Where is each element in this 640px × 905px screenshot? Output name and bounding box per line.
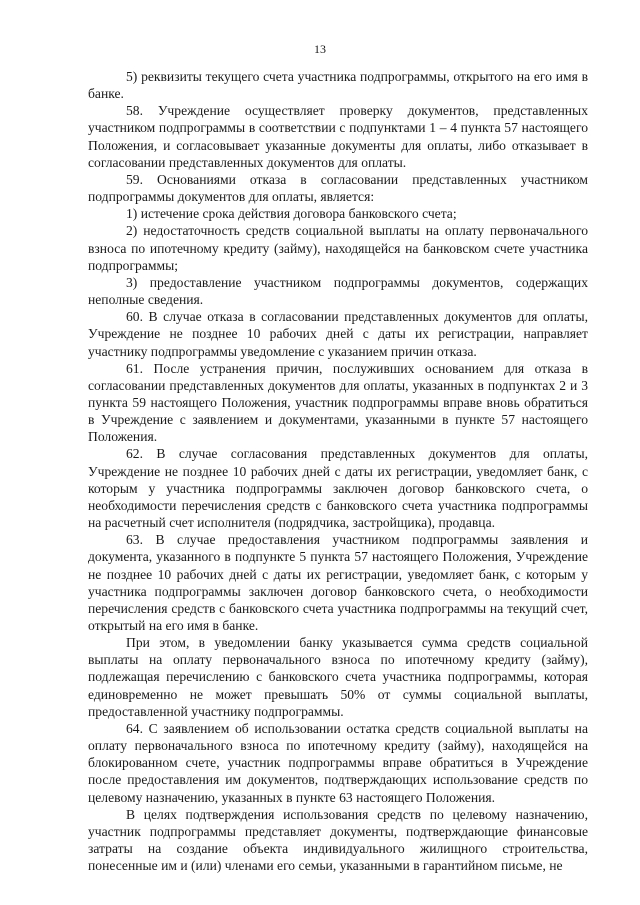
paragraph-63-note: При этом, в уведомлении банку указывается сумма средств социальной выплаты на оплату первоначального взноса по ипотечному кредиту (займу), подлежащая перечислению с банковского счета участника подпрограммы, которая единовременно не может превышать 50% от суммы социальной выплаты, предоставленной участнику подпрограммы. [88,635,588,719]
page-number: 13 [314,42,326,56]
paragraph-58: 58. Учреждение осуществляет проверку документов, представленных участником подпрограммы в соответствии с подпунктами 1 – 4 пункта 57 настоящего Положения, и согласовывает указанные документы для оплаты, либо отказывает в согласовании представленных документов для оплаты. [88,103,588,170]
paragraph-59-item-2: 2) недостаточность средств социальной выплаты на оплату первоначального взноса по ипотечному кредиту (займу), находящейся на банковском счете участника подпрограммы; [88,223,588,273]
paragraph-59: 59. Основаниями отказа в согласовании представленных участником подпрограммы документов для оплаты, является: [88,171,588,205]
document-body [88,68,588,874]
paragraph-59-item-3: 3) предоставление участником подпрограммы документов, содержащих неполные сведения. [88,274,588,308]
paragraph-60: 60. В случае отказа в согласовании представленных документов для оплаты, Учреждение не позднее 10 рабочих дней с даты их регистрации, направляет участнику подпрограммы уведомление с указанием причин отказа. [88,309,588,359]
paragraph-64-continuation: В целях подтверждения использования средств по целевому назначению, участник подпрограммы представляет документы, подтверждающие финансовые затраты на создание объекта индивидуального жилищного строительства, понесенные им и (или) членами его семьи, указанными в гарантийном письме, не [88,806,588,874]
paragraph-63: 63. В случае предоставления участником подпрограммы заявления и документа, указанного в подпункте 5 пункта 57 настоящего Положения, Учреждение не позднее 10 рабочих дней с даты их регистрации, уведомляет банк, с которым у участника подпрограммы заключен договор банковского счета, о необходимости перечисления средств с банковского счета участника подпрограммы на текущий счет, открытый на его имя в банке. [88,532,588,633]
paragraph-item-5-requisites: 5) реквизиты текущего счета участника подпрограммы, открытого на его имя в банке. [88,69,588,102]
paragraph-64: 64. С заявлением об использовании остатка средств социальной выплаты на оплату первоначального взноса по ипотечному кредиту (займу), находящейся на блокированном счете, участник подпрограммы вправе обратиться в Учреждение после предоставления им документов, подтверждающих использование средств по целевому назначению, указанных в пункте 63 настоящего Положения. [88,720,588,805]
paragraph-62: 62. В случае согласования представленных документов для оплаты, Учреждение не позднее 10 рабочих дней с даты их регистрации, уведомляет банк, с которым у участника подпрограммы заключен договор банковского счета, о необходимости перечисления средств с банковского счета участника подпрограммы на расчетный счет исполнителя (подрядчика, застройщика), продавца. [88,446,588,531]
paragraph-61: 61. После устранения причин, послуживших основанием для отказа в согласовании представленных документов для оплаты, указанных в подпунктах 2 и 3 пункта 59 настоящего Положения, участник подпрограммы вправе вновь обратиться в Учреждение с заявлением и документами, указанными в пункте 57 настоящего Положения. [88,360,588,445]
paragraph-59-item-1: 1) истечение срока действия договора банковского счета; [126,206,457,222]
